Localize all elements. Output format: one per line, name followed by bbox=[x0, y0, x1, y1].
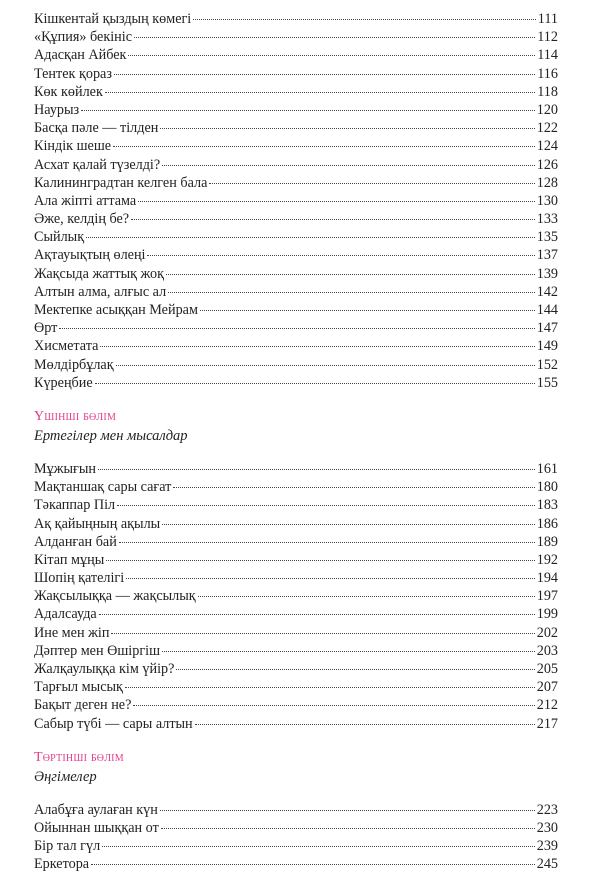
dot-leader bbox=[91, 864, 535, 865]
toc-entry[interactable] bbox=[34, 356, 558, 374]
toc-entry-title: Күреңбие bbox=[34, 374, 93, 391]
toc-entry[interactable] bbox=[34, 265, 558, 283]
toc-entry[interactable] bbox=[34, 10, 558, 28]
toc-entry[interactable] bbox=[34, 119, 558, 137]
toc-entry-page: 245 bbox=[536, 856, 558, 873]
toc-entry-page: 205 bbox=[536, 661, 558, 677]
dot-leader bbox=[102, 846, 535, 847]
toc-entry-title: Наурыз bbox=[34, 101, 80, 118]
toc-entry[interactable] bbox=[34, 587, 558, 605]
dot-leader bbox=[114, 74, 535, 75]
toc-entry-title: Жақсыда жаттық жоқ bbox=[34, 265, 164, 282]
toc-entry-title: Кітап мұңы bbox=[34, 551, 105, 568]
toc-entry-title: Алабұға аулаған күн bbox=[34, 801, 158, 818]
section-part-three bbox=[34, 408, 558, 733]
toc-entry[interactable] bbox=[34, 478, 558, 496]
toc-entry-title: Ине мен жіп bbox=[34, 624, 110, 641]
dot-leader bbox=[81, 110, 535, 111]
toc-list-part-two bbox=[34, 10, 558, 392]
table-of-contents-page bbox=[34, 10, 558, 874]
toc-entry[interactable] bbox=[34, 374, 558, 392]
toc-entry-title: Ала жіпті аттама bbox=[34, 192, 137, 209]
toc-entry-page: 152 bbox=[536, 356, 558, 373]
toc-entry-title: Калининградтан келген бала bbox=[34, 174, 208, 191]
toc-entry[interactable] bbox=[34, 533, 558, 551]
toc-entry-page: 223 bbox=[536, 801, 558, 818]
toc-entry-title: Хисметата bbox=[34, 338, 99, 355]
toc-entry-page: 217 bbox=[536, 715, 558, 732]
toc-entry[interactable] bbox=[34, 715, 558, 733]
toc-entry[interactable] bbox=[34, 210, 558, 228]
toc-entry-page: 122 bbox=[536, 120, 558, 137]
toc-entry-page: 199 bbox=[536, 606, 558, 623]
dot-leader bbox=[131, 219, 535, 220]
dot-leader bbox=[113, 146, 535, 147]
section-subtitle: Ертегілер мен мысалдар bbox=[34, 427, 188, 444]
dot-leader bbox=[195, 724, 535, 725]
toc-entry[interactable] bbox=[34, 283, 558, 301]
dot-leader bbox=[99, 614, 535, 615]
toc-entry-page: 144 bbox=[536, 302, 558, 318]
toc-entry-title: Өрт bbox=[34, 320, 58, 337]
dot-leader bbox=[86, 237, 535, 238]
toc-entry-page: 111 bbox=[537, 11, 558, 27]
toc-entry-page: 142 bbox=[536, 283, 558, 300]
dot-leader bbox=[162, 524, 535, 525]
dot-leader bbox=[176, 669, 534, 670]
toc-entry-title: Мұжығын bbox=[34, 460, 96, 477]
toc-entry-title: Мектепке асыққан Мейрам bbox=[34, 302, 198, 318]
toc-entry-title: Адасқан Айбек bbox=[34, 47, 127, 64]
toc-entry-page: 197 bbox=[536, 588, 558, 605]
toc-entry-page: 139 bbox=[536, 265, 558, 282]
toc-entry-title: Бақыт деген не? bbox=[34, 697, 132, 714]
toc-entry[interactable] bbox=[34, 319, 558, 337]
dot-leader bbox=[160, 128, 534, 129]
dot-leader bbox=[106, 560, 534, 561]
toc-entry-title: Асхат қалай түзелді? bbox=[34, 156, 161, 173]
toc-entry-page: 128 bbox=[536, 174, 558, 191]
dot-leader bbox=[95, 383, 535, 384]
toc-entry-page: 161 bbox=[536, 460, 558, 477]
toc-entry[interactable] bbox=[34, 660, 558, 678]
toc-entry-title: Алданған бай bbox=[34, 533, 117, 550]
toc-entry-page: 137 bbox=[536, 247, 558, 264]
toc-entry[interactable] bbox=[34, 101, 558, 119]
toc-entry-page: 186 bbox=[536, 515, 558, 532]
toc-entry-page: 194 bbox=[536, 570, 558, 587]
toc-entry[interactable] bbox=[34, 642, 558, 660]
toc-entry-title: Алтын алма, алғыс ал bbox=[34, 283, 167, 300]
toc-entry[interactable] bbox=[34, 46, 558, 64]
toc-entry[interactable] bbox=[34, 515, 558, 533]
toc-entry-title: Ақтауықтың өлеңі bbox=[34, 247, 146, 264]
toc-entry-title: Басқа пәле — тілден bbox=[34, 120, 159, 137]
toc-entry-title: Кіндік шеше bbox=[34, 138, 112, 155]
dot-leader bbox=[100, 346, 534, 347]
toc-entry-title: Сыйлық bbox=[34, 229, 85, 246]
toc-entry[interactable] bbox=[34, 246, 558, 264]
toc-entry-title: Тарғыл мысық bbox=[34, 679, 123, 696]
toc-entry-title: Мөлдірбұлақ bbox=[34, 356, 114, 373]
toc-entry-page: 116 bbox=[537, 65, 558, 82]
toc-entry-page: 203 bbox=[536, 642, 558, 659]
toc-entry-page: 149 bbox=[536, 338, 558, 355]
toc-entry-title: Әже, келдің бе? bbox=[34, 211, 130, 228]
toc-entry-title: Тәкаппар Піл bbox=[34, 497, 116, 514]
dot-leader bbox=[111, 633, 534, 634]
dot-leader bbox=[173, 487, 534, 488]
dot-leader bbox=[119, 542, 535, 543]
toc-entry-page: 118 bbox=[537, 83, 558, 100]
toc-entry[interactable] bbox=[34, 174, 558, 192]
toc-entry[interactable] bbox=[34, 624, 558, 642]
toc-entry-page: 189 bbox=[536, 533, 558, 550]
toc-entry-page: 130 bbox=[536, 192, 558, 209]
dot-leader bbox=[209, 183, 534, 184]
toc-entry-page: 239 bbox=[536, 838, 558, 855]
dot-leader bbox=[162, 651, 535, 652]
toc-entry[interactable] bbox=[34, 605, 558, 623]
dot-leader bbox=[166, 274, 535, 275]
dot-leader bbox=[200, 310, 535, 311]
toc-entry-page: 112 bbox=[537, 29, 558, 46]
dot-leader bbox=[59, 328, 534, 329]
toc-entry-page: 155 bbox=[536, 374, 558, 391]
toc-entry[interactable] bbox=[34, 192, 558, 210]
dot-leader bbox=[117, 505, 535, 506]
toc-entry[interactable] bbox=[34, 496, 558, 514]
toc-entry-page: 126 bbox=[536, 156, 558, 173]
dot-leader bbox=[134, 37, 535, 38]
toc-entry[interactable] bbox=[34, 696, 558, 714]
dot-leader bbox=[116, 365, 535, 366]
dot-leader bbox=[161, 828, 535, 829]
toc-entry-title: Шопің қателігі bbox=[34, 570, 125, 587]
toc-entry[interactable] bbox=[34, 65, 558, 83]
toc-entry-title: Дәптер мен Өшіргіш bbox=[34, 642, 161, 659]
dot-leader bbox=[133, 705, 534, 706]
toc-entry[interactable] bbox=[34, 569, 558, 587]
toc-entry-page: 230 bbox=[536, 819, 558, 836]
toc-entry[interactable] bbox=[34, 301, 558, 319]
section-title: Төртінші бөлім bbox=[34, 749, 124, 765]
toc-entry-page: 124 bbox=[536, 138, 558, 155]
toc-entry[interactable] bbox=[34, 551, 558, 569]
toc-entry-title: Көк көйлек bbox=[34, 83, 103, 100]
dot-leader bbox=[162, 165, 535, 166]
toc-entry-title: «Құпия» бекініс bbox=[34, 29, 132, 46]
dot-leader bbox=[193, 19, 536, 20]
toc-list-part-three bbox=[34, 460, 558, 733]
toc-entry[interactable] bbox=[34, 228, 558, 246]
toc-entry[interactable] bbox=[34, 337, 558, 355]
toc-entry-title: Жалқаулыққа кім үйір? bbox=[34, 661, 175, 677]
toc-entry-title: Ойыннан шыққан от bbox=[34, 819, 159, 836]
dot-leader bbox=[138, 201, 535, 202]
toc-entry-title: Ақ қайыңның ақылы bbox=[34, 515, 161, 532]
toc-entry-page: 180 bbox=[536, 479, 558, 496]
toc-entry-title: Бір тал гүл bbox=[34, 838, 101, 855]
toc-entry-page: 114 bbox=[537, 47, 558, 64]
toc-entry[interactable] bbox=[34, 83, 558, 101]
dot-leader bbox=[160, 810, 535, 811]
toc-entry-page: 133 bbox=[536, 211, 558, 228]
toc-entry-title: Сабыр түбі — сары алтын bbox=[34, 715, 193, 732]
section-title: Үшінші бөлім bbox=[34, 408, 117, 424]
dot-leader bbox=[147, 255, 534, 256]
toc-entry-page: 202 bbox=[536, 624, 558, 641]
toc-entry[interactable] bbox=[34, 801, 558, 819]
toc-entry-title: Еркетора bbox=[34, 856, 90, 873]
dot-leader bbox=[128, 55, 535, 56]
dot-leader bbox=[98, 469, 535, 470]
dot-leader bbox=[126, 578, 535, 579]
toc-entry-page: 212 bbox=[536, 697, 558, 714]
toc-entry-page: 135 bbox=[536, 229, 558, 246]
dot-leader bbox=[105, 92, 535, 93]
toc-entry-page: 120 bbox=[536, 101, 558, 118]
toc-entry-page: 147 bbox=[536, 320, 558, 337]
toc-entry-page: 192 bbox=[536, 551, 558, 568]
toc-entry[interactable] bbox=[34, 819, 558, 837]
dot-leader bbox=[168, 292, 535, 293]
toc-entry[interactable] bbox=[34, 156, 558, 174]
toc-entry[interactable] bbox=[34, 837, 558, 855]
toc-entry-title: Кішкентай қыздың көмегі bbox=[34, 11, 192, 27]
toc-entry[interactable] bbox=[34, 28, 558, 46]
toc-entry[interactable] bbox=[34, 460, 558, 478]
toc-entry-title: Мақтаншақ сары сағат bbox=[34, 479, 172, 496]
toc-entry-page: 207 bbox=[536, 679, 558, 696]
toc-entry-title: Тентек қораз bbox=[34, 65, 112, 82]
toc-entry-title: Адалсауда bbox=[34, 606, 97, 623]
toc-entry-title: Жақсылыққа — жақсылық bbox=[34, 588, 196, 605]
toc-entry-page: 183 bbox=[536, 497, 558, 514]
toc-entry[interactable] bbox=[34, 137, 558, 155]
dot-leader bbox=[125, 687, 535, 688]
section-part-four bbox=[34, 749, 558, 874]
toc-entry[interactable] bbox=[34, 855, 558, 873]
section-subtitle: Әңгімелер bbox=[34, 768, 97, 785]
toc-entry[interactable] bbox=[34, 678, 558, 696]
dot-leader bbox=[198, 596, 535, 597]
toc-list-part-four bbox=[34, 801, 558, 874]
